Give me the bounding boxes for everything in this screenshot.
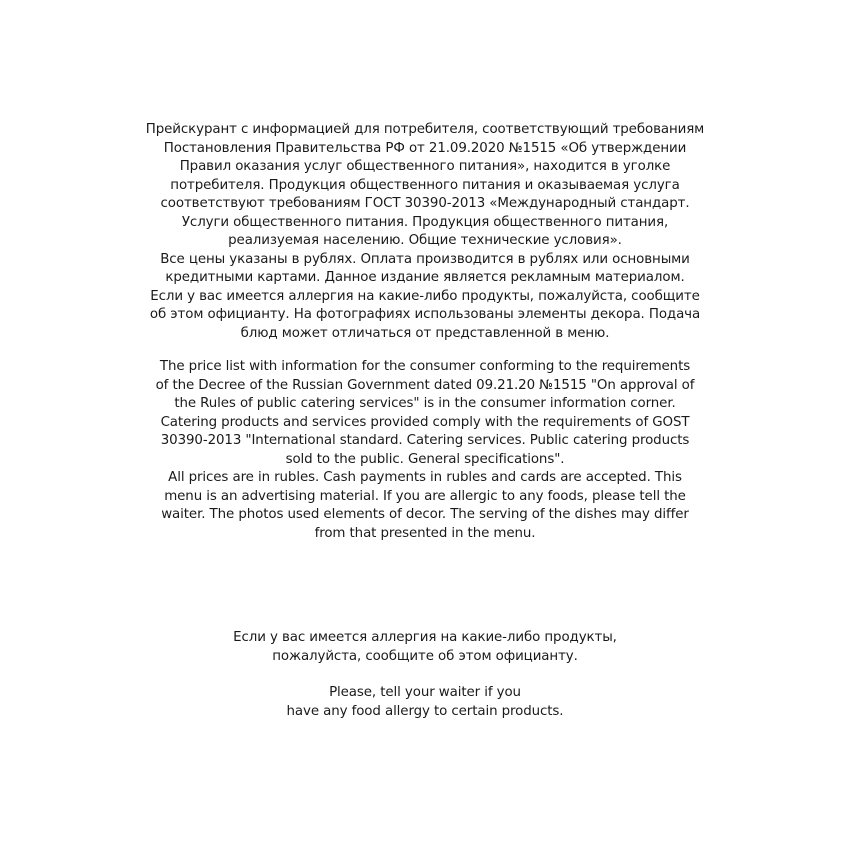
legal-notice-ru-line: Постановления Правительства РФ от 21.09.2020 №1515 «Об утверждении <box>163 140 687 156</box>
legal-notice-ru-line: Правил оказания услуг общественного питания», находится в уголке <box>179 159 671 174</box>
allergy-notice-ru <box>0 629 850 666</box>
allergy-notice-en <box>0 684 850 721</box>
legal-notice-ru-line: соответствуют требованиям ГОСТ 30390-2013 «Международный стандарт. <box>160 196 690 211</box>
legal-notice-ru-line: Если у вас имеется аллергия на какие-либо продукты, пожалуйста, сообщите <box>150 288 700 304</box>
legal-notice-en-line: sold to the public. General specifications". <box>285 451 565 467</box>
allergy-notice-en-line: Please, tell your waiter if you <box>329 685 521 700</box>
legal-notice-ru-line: об этом официанту. На фотографиях использованы элементы декора. Подача <box>149 307 701 322</box>
legal-notice-en-line: waiter. The photos used elements of decor. The serving of the dishes may differ <box>161 507 689 522</box>
legal-notice-en-line: the Rules of public catering services" is in the consumer information corner. <box>174 396 676 411</box>
allergy-notice-en-line: have any food allergy to certain products. <box>286 703 564 719</box>
legal-notice-en-line: menu is an advertising material. If you are allergic to any foods, please tell the <box>164 488 686 504</box>
legal-notice-en-line: The price list with information for the consumer conforming to the requirements <box>159 359 691 374</box>
legal-notice-en-line: All prices are in rubles. Cash payments in rubles and cards are accepted. This <box>168 470 682 485</box>
legal-notice-en-line: of the Decree of the Russian Government dated 09.21.20 №1515 "On approval of <box>155 377 695 393</box>
allergy-notice-ru-line: пожалуйста, сообщите об этом официанту. <box>272 648 578 664</box>
legal-notice-ru-line: блюд может отличаться от представленной в меню. <box>240 325 610 341</box>
legal-notice-en-line: from that presented in the menu. <box>314 525 536 541</box>
legal-notice-ru <box>0 121 850 343</box>
legal-notice-ru-line: Услуги общественного питания. Продукция общественного питания, <box>181 214 669 230</box>
legal-notice-en-line: 30390-2013 "International standard. Catering services. Public catering products <box>160 433 690 448</box>
legal-notice-ru-line: реализуемая населению. Общие технические условия». <box>228 233 622 248</box>
legal-notice-ru-line: Прейскурант с информацией для потребителя, соответствующий требованиям <box>145 122 705 137</box>
legal-notice-ru-line: Все цены указаны в рублях. Оплата производится в рублях или основными <box>160 251 690 267</box>
allergy-notice-ru-line: Если у вас имеется аллергия на какие-либо продукты, <box>233 630 617 645</box>
legal-notice-ru-line: потребителя. Продукция общественного питания и оказываемая услуга <box>170 177 680 193</box>
legal-notice-ru-line: кредитными картами. Данное издание является рекламным материалом. <box>165 270 685 285</box>
legal-notice-en-line: Catering products and services provided comply with the requirements of GOST <box>160 414 690 430</box>
legal-notice-en <box>0 358 850 543</box>
